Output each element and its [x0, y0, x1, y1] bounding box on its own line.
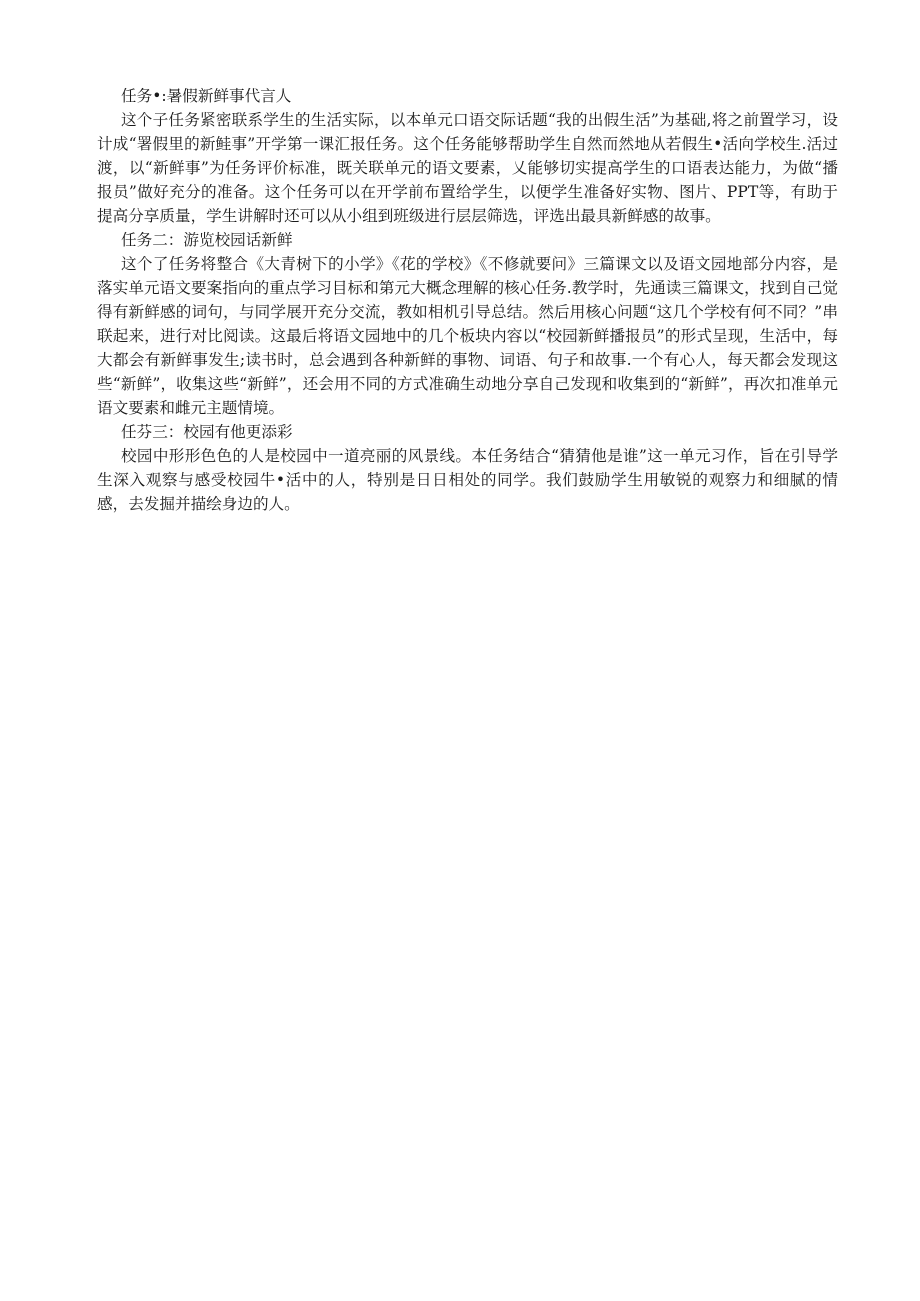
section-heading-task-1: 任务•:暑假新鲜事代言人 — [121, 87, 292, 105]
section-paragraph-task-1: 这个子任务紧密联系学生的生活实际，以本单元口语交际话题“我的出假生活”为基础,将之前置学习，设计成“署假里的新鲑事”开学第一课汇报任务。这个任务能够帮助学生自然而然地从若假生•活向学校生.活过渡，以“新鲜事”为任务评价标准，既关联单元的语文要素，乂能够切实提高学生的口语表达能力，为做“播报员”做好充分的准备。这个任务可以在开学前布置给学生，以便学生准备好实物、图片、PPT等，有助于提高分享质量，学生讲解时还可以从小组到班级进行层层筛选，评选出最具新鲜感的故事。 — [97, 111, 838, 225]
section-heading-task-3: 任芬三：校园有他更添彩 — [121, 423, 293, 441]
section-paragraph-task-2: 这个了任务将整合《大青树下的小学》《花的学校》《不修就要问》三篇课文以及语文园地部分内容，是落实单元语文要案指向的重点学习目标和第元大概念理解的核心任务.教学时，先通读三篇课文，找到自己觉得有新鲜感的词句，与同学展开充分交流，教如相机引导总结。然后用核心问题“这几个学校有何不同？”串联起来，进行对比阅读。这最后将语文园地中的几个板块内容以“校园新鲜播报员”的形式呈现，生活中，每大都会有新鲜事发生;读书时，总会遇到各种新鲜的事物、词语、句子和故事.一个有心人，每天都会发现这些“新鲜”，收集这些“新鲜”，还会用不同的方式准确生动地分享自己发现和收集到的“新鲜”，再次扣准单元语文要素和雌元主题情境。 — [97, 255, 838, 417]
section-paragraph-task-3: 校园中形形色色的人是校园中一道亮丽的风景线。本任务结合“猜猜他是谁”这一单元习作，旨在引导学生深入观察与感受校园牛•活中的人，特别是日日相处的同学。我们鼓励学生用敏锐的观察力和细腻的情感，去发掘并描绘身边的人。 — [97, 447, 838, 513]
document-body — [97, 84, 838, 516]
section-heading-task-2: 任务二：游览校园话新鲜 — [121, 231, 293, 249]
